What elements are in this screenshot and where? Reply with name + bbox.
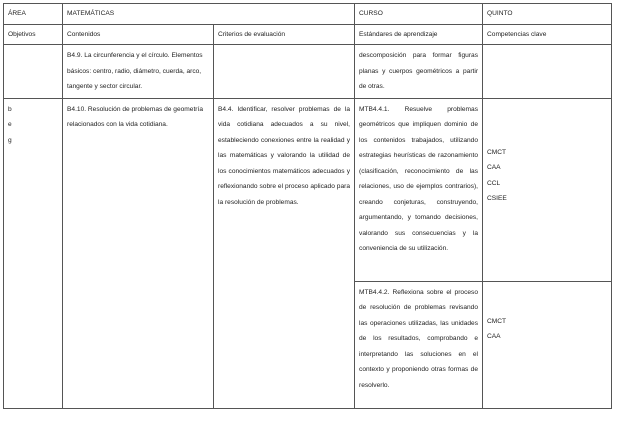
- competency-list: [487, 285, 607, 345]
- competencies-cell: [483, 281, 612, 408]
- column-header-row: [4, 24, 612, 45]
- standards-header: Estándares de aprendizaje: [355, 24, 483, 45]
- table-row: [4, 45, 612, 99]
- competency-item: CAA: [487, 164, 501, 171]
- objective-item: b: [8, 105, 12, 113]
- criteria-header: Criterios de evaluación: [214, 24, 355, 45]
- criterion-cell: B4.4. Identificar, resolver problemas de la vida cotidiana adecuados a su nivel, estableciendo conexiones entre la realidad y las matemáticas y valorando la utilidad de los conocimientos matemáticos adecuados y reflexionando sobre el proceso aplicado para la resolución de problemas.: [214, 98, 355, 408]
- content-cell: B4.9. La circunferencia y el círculo. Elementos básicos: centro, radio, diámetro, cuerda, arco, tangente y sector circular.: [63, 45, 214, 99]
- competencies-cell: [483, 98, 612, 281]
- objectives-header: Objetivos: [4, 24, 63, 45]
- curriculum-table: [3, 3, 612, 409]
- content-cell: B4.10. Resolución de problemas de geometría relacionados con la vida cotidiana.: [63, 98, 214, 408]
- table-row: [4, 98, 612, 281]
- standard-cell: MTB4.4.1. Resuelve problemas geométricos que impliquen dominio de los contenidos trabajados, utilizando estrategias heurísticas de razonamiento (clasificación, reconocimiento de las relaciones, uso de ejemplos contrarios), creando conjeturas, construyendo, argumentando, y tomando decisiones, valorando sus consecuencias y la conveniencia de su utilización.: [355, 98, 483, 281]
- criterion-cell: [214, 45, 355, 99]
- course-value-cell: QUINTO: [483, 4, 612, 25]
- competencies-header: Competencias clave: [483, 24, 612, 45]
- competency-item: CMCT: [487, 148, 507, 156]
- competency-item: CCL: [487, 179, 501, 187]
- competencies-cell: [483, 45, 612, 99]
- competency-item: CAA: [487, 333, 501, 340]
- competency-list: [487, 102, 607, 207]
- objective-item: e: [8, 121, 12, 128]
- standard-cell: descomposición para formar figuras planas y cuerpos geométricos a partir de otras.: [355, 45, 483, 99]
- objectives-cell: [4, 98, 63, 408]
- course-label-cell: CURSO: [355, 4, 483, 25]
- area-label-cell: ÁREA: [4, 4, 63, 25]
- objective-item: g: [8, 136, 12, 144]
- subject-cell: MATEMÁTICAS: [63, 4, 355, 25]
- competency-item: CMCT: [487, 317, 507, 325]
- objectives-cell: [4, 45, 63, 99]
- competency-item: CSIEE: [487, 195, 507, 202]
- header-row: [4, 4, 612, 25]
- contents-header: Contenidos: [63, 24, 214, 45]
- standard-cell: MTB4.4.2. Reflexiona sobre el proceso de resolución de problemas revisando las operaciones utilizadas, las unidades de los resultados, comprobando e interpretando las soluciones en el contexto y proponiendo otras formas de resolverlo.: [355, 281, 483, 408]
